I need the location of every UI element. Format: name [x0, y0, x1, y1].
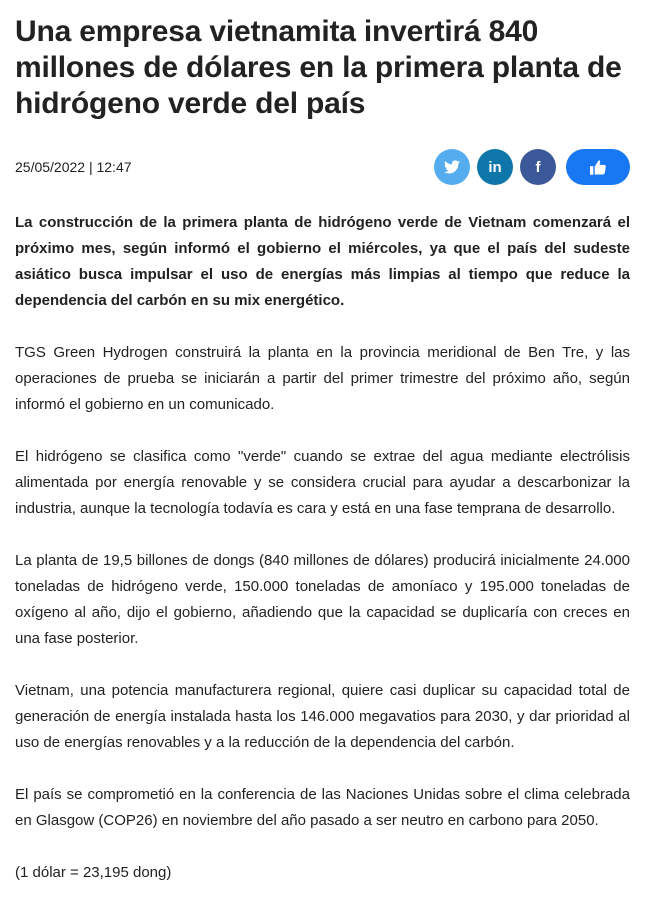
share-buttons: [434, 149, 630, 185]
facebook-share-button[interactable]: [520, 149, 556, 185]
article-paragraph: El país se comprometió en la conferencia de las Naciones Unidas sobre el clima celebrada en Glasgow (COP26) en noviembre del año pasado a ser neutro en carbono para 2050.: [15, 786, 630, 829]
article-paragraph: Vietnam, una potencia manufacturera regional, quiere casi duplicar su capacidad total de generación de energía instalada hasta los 146.000 megavatios para 2030, y dar prioridad al uso de energías renovables y a la reducción de la dependencia del carbón.: [15, 682, 630, 751]
linkedin-share-button[interactable]: [477, 149, 513, 185]
thumbs-up-icon: [590, 160, 606, 175]
article-paragraph: La planta de 19,5 billones de dongs (840 millones de dólares) producirá inicialmente 24.000 toneladas de hidrógeno verde, 150.000 toneladas de amoníaco y 195.000 toneladas de oxígeno al año, dijo el gobierno, añadiendo que la capacidad se duplicaría con creces en una fase posterior.: [15, 552, 630, 647]
meta-row: [15, 149, 630, 185]
twitter-icon: [444, 160, 460, 174]
article-lead: La construcción de la primera planta de hidrógeno verde de Vietnam comenzará el próximo mes, según informó el gobierno el miércoles, ya que el país del sudeste asiático busca impulsar el uso de energías más limpias al tiempo que reduce la dependencia del carbón en su mix energético.: [15, 214, 630, 309]
article-paragraph: TGS Green Hydrogen construirá la planta en la provincia meridional de Ben Tre, y las operaciones de prueba se iniciarán a partir del primer trimestre del próximo año, según informó el gobierno en un comunicado.: [15, 344, 630, 413]
publish-date: 25/05/2022 | 12:47: [15, 159, 132, 175]
twitter-share-button[interactable]: [434, 149, 470, 185]
article-paragraph: El hidrógeno se clasifica como "verde" cuando se extrae del agua mediante electrólisis alimentada por energía renovable y se considera crucial para ayudar a descarbonizar la industria, aunque la tecnología todavía es cara y está en una fase temprana de desarrollo.: [15, 448, 630, 517]
like-button[interactable]: [566, 149, 630, 185]
linkedin-icon: in: [488, 158, 502, 176]
currency-note: (1 dólar = 23,195 dong): [15, 864, 172, 881]
facebook-icon: f: [535, 158, 541, 176]
article-title: Una empresa vietnamita invertirá 840 millones de dólares en la primera planta de hidrógeno verde del país: [15, 15, 622, 120]
